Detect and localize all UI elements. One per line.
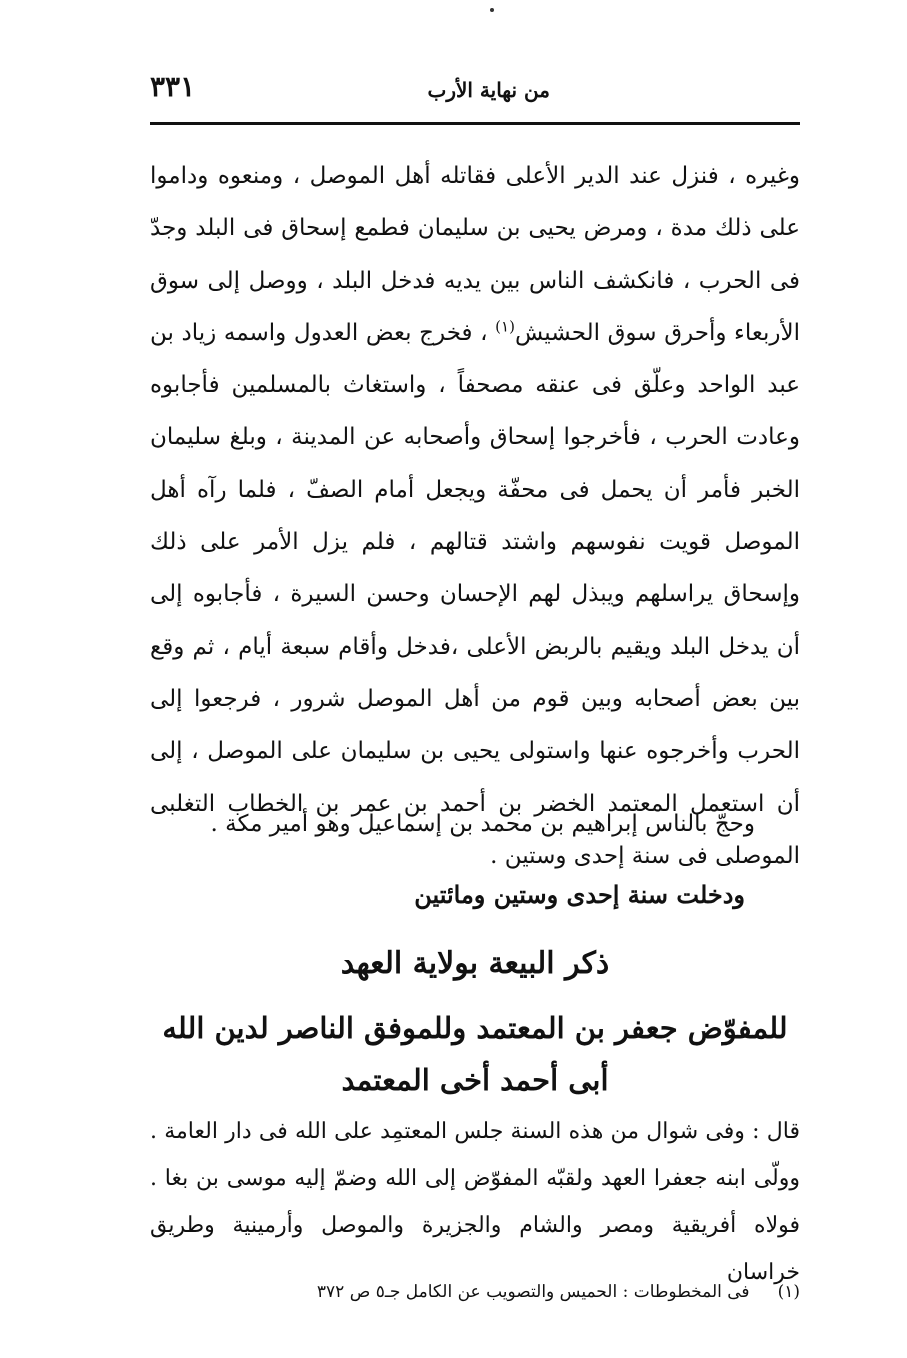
- footnote-marker: (١): [777, 1282, 800, 1302]
- footnote-reference: (١): [495, 317, 515, 336]
- page-number: ٣٣١: [150, 70, 196, 103]
- main-paragraph: [150, 150, 800, 882]
- chapter-subtitle: للمفوّض جعفر بن المعتمد وللموفق الناصر لدين الله أبى أحمد أخى المعتمد: [162, 1011, 788, 1097]
- year-heading: ودخلت سنة إحدى وستين ومائتين: [414, 880, 745, 909]
- header-rule: [150, 122, 800, 125]
- footnote: [150, 1272, 800, 1312]
- running-title: من نهاية الأرب: [427, 78, 550, 102]
- footnote-text: فى المخطوطات : الحميس والتصويب عن الكامل جـ٥ ص ٣٧٢: [316, 1282, 750, 1302]
- paragraph-text-part1: وغيره ، فنزل عند الدير الأعلى فقاتله أهل الموصل ، ومنعوه وداموا على ذلك مدة ، ومرض يحيى بن سليمان فطمع إسحاق فى البلد وجدّ فى الحرب ، فانكشف الناس بين يديه فدخل البلد ، ووصل إلى سوق الأربعاء وأحرق سوق الحشيش: [150, 163, 800, 346]
- page-speck: [490, 8, 494, 12]
- chapter-paragraph: قال : وفى شوال من هذه السنة جلس المعتمِد على الله فى دار العامة . وولّى ابنه جعفرا العهد ولقبّه المفوّض إلى الله وضمّ إليه موسى بن بغا . فولاه أفريقية ومصر والشام والجزيرة والموصل وأرمينية وطريق خراسان: [150, 1119, 800, 1285]
- chapter-title: ذكر البيعة بولاية العهد: [340, 946, 610, 981]
- hajj-note: وحجّ بالناس إبراهيم بن محمد بن إسماعيل وهو أمير مكة .: [210, 811, 755, 837]
- page-header: [150, 68, 800, 108]
- paragraph-text-part2: ، فخرج بعض العدول واسمه زياد بن عبد الواحد وعلّق فى عنقه مصحفاً ، واستغاث بالمسلمين فأجابوه وعادت الحرب ، فأخرجوا إسحاق وأصحابه عن المدينة ، وبلغ سليمان الخبر فأمر أن يحمل فى محفّة ويجعل أمام الصفّ ، فلما رآه أهل الموصل قويت نفوسهم واشتد قتالهم ، فلم يزل الأمر على ذلك وإسحاق يراسلهم ويبذل لهم الإحسان وحسن السيرة ، فأجابوه إلى أن يدخل البلد ويقيم بالربض الأعلى ،فدخل وأقام سبعة أيام ، ثم وقع بين بعض أصحابه وبين قوم من أهل الموصل شرور ، فرجعوا إلى الحرب وأخرجوه عنها واستولى يحيى بن سليمان على الموصل ، إلى أن استعمل المعتمد الخضر بن أحمد بن عمر بن الخطاب التغلبى الموصلى فى سنة إحدى وستين .: [150, 319, 800, 869]
